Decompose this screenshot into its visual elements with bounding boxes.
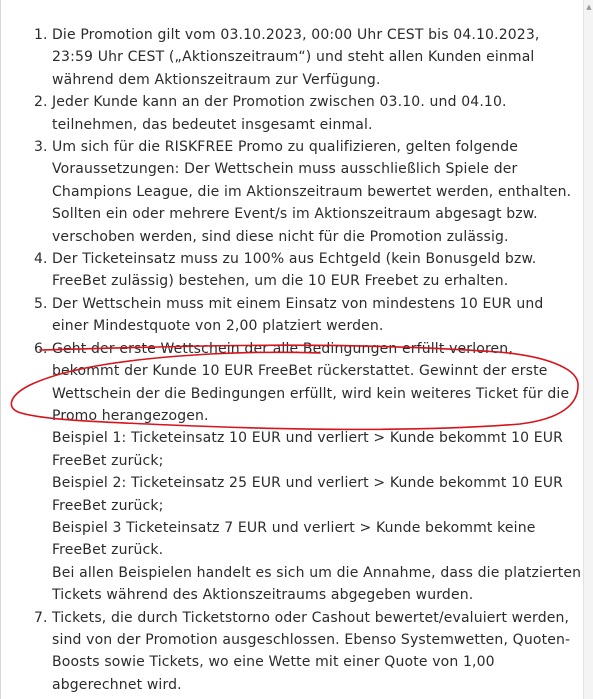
vertical-scrollbar[interactable] (583, 0, 593, 699)
term-item-4 (34, 248, 581, 293)
term-number: 3. (34, 139, 48, 156)
term-number: 5. (34, 295, 48, 312)
term-example-line: FreeBet zurück; (52, 452, 164, 469)
term-example-line: Beispiel 2: Ticketeinsatz 25 EUR und verliert > Kunde bekommt 10 EUR (52, 475, 564, 492)
term-line: Boosts sowie Tickets, wo eine Wette mit einer Quote von 1,00 (52, 654, 495, 671)
term-item-2 (34, 91, 581, 136)
term-example-line: Beispiel 3 Ticketeinsatz 7 EUR und verliert > Kunde bekommt keine (52, 519, 536, 536)
term-line: Geht der erste Wettschein der alle Bedingungen erfüllt verloren, (52, 340, 513, 357)
term-line: 23:59 Uhr CEST („Aktionszeitraum“) und steht allen Kunden einmal (52, 49, 535, 66)
term-number: 2. (34, 94, 48, 111)
term-line: sind von der Promotion ausgeschlossen. Ebenso Systemwetten, Quoten- (52, 631, 571, 648)
term-number: 4. (34, 251, 48, 268)
term-line-highlighted: Wettschein der die Bedingungen erfüllt, wird kein weiteres Ticket für die (52, 385, 570, 402)
term-item-1 (34, 24, 581, 91)
term-number: 7. (34, 609, 48, 626)
term-item-6 (34, 338, 582, 607)
term-line: Voraussetzungen: Der Wettschein muss ausschließlich Spiele der (52, 161, 518, 178)
term-line: Um sich für die RISKFREE Promo zu qualifizieren, gelten folgende (52, 139, 519, 156)
term-example-line: Beispiel 1: Ticketeinsatz 10 EUR und verliert > Kunde bekommt 10 EUR (52, 430, 564, 447)
term-line-highlighted: Promo herangezogen. (52, 407, 209, 424)
term-item-7 (34, 607, 581, 697)
term-item-5 (34, 293, 581, 338)
term-line: abgerechnet wird. (52, 676, 182, 693)
term-line: Sollten ein oder mehrere Event/s im Aktionszeitraum abgesagt bzw. (52, 206, 538, 223)
term-example-line: FreeBet zurück; (52, 497, 164, 514)
term-line: Der Ticketeinsatz muss zu 100% aus Echtgeld (kein Bonusgeld bzw. (52, 251, 537, 268)
terms-content (1, 0, 581, 696)
term-example-line: FreeBet zurück. (52, 542, 164, 559)
term-number: 6. (34, 340, 48, 357)
term-line: Tickets während des Aktionszeitraums abgegeben wurden. (52, 587, 474, 604)
term-line: teilnehmen, das bedeutet insgesamt einmal. (52, 116, 373, 133)
term-line: einer Mindestquote von 2,00 platziert werden. (52, 318, 384, 335)
term-line: Champions League, die im Aktionszeitraum bewertet werden, enthalten. (52, 183, 572, 200)
term-line: verschoben werden, sind diese nicht für die Promotion zulässig. (52, 228, 509, 245)
term-line: Jeder Kunde kann an der Promotion zwischen 03.10. und 04.10. (52, 94, 507, 111)
term-line: während dem Aktionszeitraum zur Verfügung. (52, 71, 381, 88)
term-line: Die Promotion gilt vom 03.10.2023, 00:00 Uhr CEST bis 04.10.2023, (52, 27, 540, 43)
term-line: Bei allen Beispielen handelt es sich um die Annahme, dass die platzierten (52, 564, 582, 581)
term-line: FreeBet zulässig) bestehen, um die 10 EUR Freebet zu erhalten. (52, 273, 509, 290)
scroll-up-icon[interactable]: ▲ (586, 3, 592, 11)
term-number: 1. (34, 27, 48, 43)
term-item-3 (34, 136, 581, 248)
term-line: Der Wettschein muss mit einem Einsatz von mindestens 10 EUR und (52, 295, 544, 312)
term-line-highlighted: bekommt der Kunde 10 EUR FreeBet rückerstattet. Gewinnt der erste (52, 363, 548, 380)
term-line: Tickets, die durch Ticketstorno oder Cashout bewertet/evaluiert werden, (52, 609, 570, 626)
terms-list (1, 0, 581, 696)
